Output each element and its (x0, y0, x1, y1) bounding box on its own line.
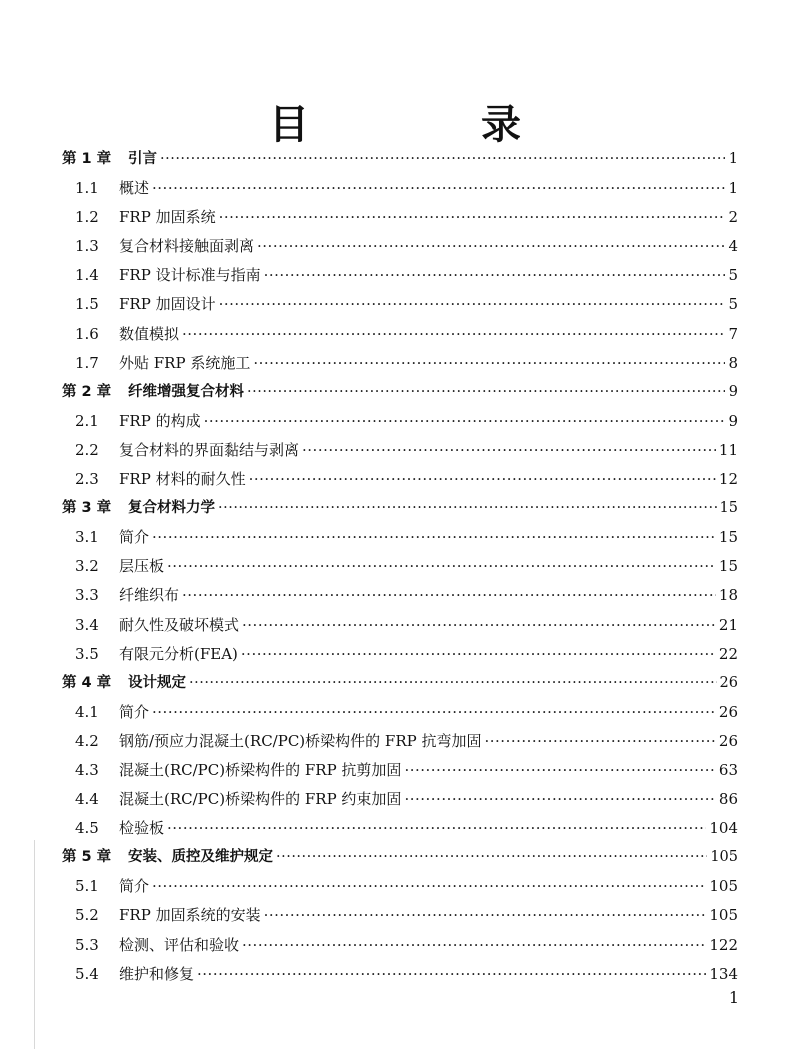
toc-entry-number: 3.4 (75, 615, 99, 634)
toc-section-entry[interactable] (62, 960, 738, 989)
toc-entry-number: 第 1 章 (62, 151, 112, 167)
toc-entry-number: 4.1 (75, 702, 99, 721)
toc-entry-page-number: 21 (718, 615, 738, 634)
toc-entry-number: 1.2 (75, 208, 99, 227)
toc-section-entry[interactable] (62, 203, 738, 232)
toc-section-entry[interactable] (62, 640, 738, 669)
toc-entry-page-number: 9 (728, 383, 738, 400)
toc-dot-leader (404, 756, 715, 785)
toc-dot-leader (219, 290, 725, 319)
toc-entry-number: 第 3 章 (62, 500, 112, 517)
toc-entry-number: 1.1 (75, 179, 99, 198)
toc-entry-title: 检验板 (119, 819, 165, 838)
toc-entry-number: 2.2 (75, 440, 99, 459)
toc-entry-number: 5.3 (75, 935, 99, 954)
toc-entry-number: 5.1 (75, 877, 99, 896)
toc-entry-number: 第 4 章 (62, 674, 112, 691)
toc-section-entry[interactable] (62, 756, 738, 785)
toc-entry-title: FRP 加固系统 (119, 208, 216, 227)
toc-dot-leader (485, 727, 716, 756)
toc-entry-page-number: 86 (718, 790, 738, 809)
toc-section-entry[interactable] (62, 931, 738, 960)
toc-dot-leader (152, 523, 716, 552)
toc-entry-page-number: 1 (728, 151, 738, 167)
toc-dot-leader (189, 669, 717, 698)
toc-entry-number: 2.3 (75, 470, 99, 489)
toc-entry-page-number: 15 (718, 557, 738, 576)
toc-chapter-entry[interactable] (62, 145, 738, 174)
toc-dot-leader (160, 145, 725, 174)
table-of-contents (62, 145, 738, 989)
toc-dot-leader (219, 203, 725, 232)
toc-dot-leader (249, 465, 716, 494)
toc-entry-page-number: 5 (728, 295, 738, 314)
toc-entry-number: 第 2 章 (62, 383, 112, 400)
toc-dot-leader (167, 814, 706, 843)
toc-section-entry[interactable] (62, 698, 738, 727)
toc-entry-page-number: 105 (709, 877, 738, 896)
page-margin-line (34, 840, 35, 1049)
toc-entry-title: 复合材料的界面黏结与剥离 (119, 440, 300, 459)
toc-entry-number: 3.3 (75, 586, 99, 605)
toc-dot-leader (264, 901, 707, 930)
toc-entry-number: 4.3 (75, 760, 99, 779)
toc-section-entry[interactable] (62, 232, 738, 261)
toc-entry-title: 安装、质控及维护规定 (128, 849, 273, 866)
toc-entry-title: 层压板 (119, 557, 165, 576)
toc-dot-leader (302, 436, 716, 465)
toc-entry-title: 简介 (119, 702, 150, 721)
footer-page-number: 1 (728, 988, 739, 1007)
toc-entry-page-number: 22 (718, 644, 738, 663)
toc-entry-page-number: 7 (728, 324, 738, 343)
toc-entry-page-number: 4 (728, 237, 738, 256)
toc-entry-page-number: 2 (728, 208, 738, 227)
toc-entry-number: 3.2 (75, 557, 99, 576)
toc-chapter-entry[interactable] (62, 378, 738, 407)
toc-entry-page-number: 15 (719, 500, 738, 517)
toc-section-entry[interactable] (62, 407, 738, 436)
toc-entry-page-number: 122 (709, 935, 738, 954)
toc-dot-leader (204, 407, 725, 436)
toc-entry-page-number: 18 (718, 586, 738, 605)
toc-entry-page-number: 1 (728, 179, 738, 198)
toc-dot-leader (218, 494, 717, 523)
toc-dot-leader (182, 320, 725, 349)
toc-entry-number: 第 5 章 (62, 849, 112, 866)
toc-section-entry[interactable] (62, 465, 738, 494)
toc-entry-title: 外贴 FRP 系统施工 (119, 353, 251, 372)
toc-dot-leader (152, 872, 706, 901)
toc-section-entry[interactable] (62, 174, 738, 203)
toc-entry-number: 5.4 (75, 964, 99, 983)
toc-entry-title: FRP 加固系统的安装 (119, 906, 261, 925)
toc-dot-leader (404, 785, 715, 814)
toc-entry-number: 1.4 (75, 266, 99, 285)
toc-section-entry[interactable] (62, 581, 738, 610)
toc-section-entry[interactable] (62, 814, 738, 843)
toc-entry-title: 有限元分析(FEA) (119, 644, 238, 663)
toc-entry-number: 5.2 (75, 906, 99, 925)
toc-entry-page-number: 15 (718, 528, 738, 547)
toc-entry-number: 3.1 (75, 528, 99, 547)
toc-entry-page-number: 8 (728, 353, 738, 372)
toc-entry-title: FRP 设计标准与指南 (119, 266, 261, 285)
toc-section-entry[interactable] (62, 611, 738, 640)
toc-entry-number: 1.7 (75, 353, 99, 372)
toc-section-entry[interactable] (62, 290, 738, 319)
toc-entry-page-number: 26 (718, 731, 738, 750)
toc-entry-number: 1.3 (75, 237, 99, 256)
toc-entry-number: 2.1 (75, 411, 99, 430)
toc-section-entry[interactable] (62, 523, 738, 552)
toc-entry-number: 4.4 (75, 790, 99, 809)
toc-section-entry[interactable] (62, 727, 738, 756)
toc-entry-number: 3.5 (75, 644, 99, 663)
toc-dot-leader (253, 349, 725, 378)
toc-entry-title: 简介 (119, 528, 150, 547)
toc-section-entry[interactable] (62, 320, 738, 349)
toc-dot-leader (257, 232, 725, 261)
page-title: 目 录 (269, 101, 587, 148)
toc-section-entry[interactable] (62, 901, 738, 930)
toc-entry-title: 纤维织布 (119, 586, 180, 605)
toc-entry-number: 4.2 (75, 731, 99, 750)
toc-entry-page-number: 11 (718, 440, 738, 459)
toc-entry-title: 纤维增强复合材料 (128, 383, 244, 400)
toc-entry-title: FRP 的构成 (119, 411, 201, 430)
toc-entry-page-number: 105 (710, 849, 738, 866)
toc-entry-title: FRP 材料的耐久性 (119, 470, 246, 489)
toc-entry-title: 简介 (119, 877, 150, 896)
toc-entry-title: 引言 (128, 151, 157, 167)
toc-entry-title: FRP 加固设计 (119, 295, 216, 314)
toc-dot-leader (197, 960, 706, 989)
toc-chapter-entry[interactable] (62, 669, 738, 698)
toc-entry-number: 1.5 (75, 295, 99, 314)
toc-entry-page-number: 134 (709, 964, 738, 983)
toc-section-entry[interactable] (62, 785, 738, 814)
toc-entry-title: 钢筋/预应力混凝土(RC/PC)桥梁构件的 FRP 抗弯加固 (119, 731, 482, 750)
toc-entry-page-number: 26 (719, 674, 738, 691)
toc-entry-title: 维护和修复 (119, 964, 195, 983)
toc-section-entry[interactable] (62, 349, 738, 378)
toc-entry-page-number: 105 (709, 906, 738, 925)
toc-dot-leader (152, 698, 716, 727)
toc-section-entry[interactable] (62, 436, 738, 465)
toc-chapter-entry[interactable] (62, 494, 738, 523)
toc-section-entry[interactable] (62, 261, 738, 290)
toc-entry-title: 概述 (119, 179, 150, 198)
toc-dot-leader (247, 378, 725, 407)
toc-entry-title: 耐久性及破坏模式 (119, 615, 240, 634)
toc-dot-leader (264, 261, 725, 290)
toc-section-entry[interactable] (62, 552, 738, 581)
toc-entry-title: 数值模拟 (119, 324, 180, 343)
toc-entry-page-number: 63 (718, 760, 738, 779)
toc-entry-number: 1.6 (75, 324, 99, 343)
toc-entry-page-number: 26 (718, 702, 738, 721)
toc-dot-leader (241, 640, 716, 669)
toc-chapter-entry[interactable] (62, 843, 738, 872)
toc-entry-title: 检测、评估和验收 (119, 935, 240, 954)
toc-dot-leader (242, 931, 706, 960)
toc-dot-leader (152, 174, 725, 203)
toc-entry-title: 复合材料接触面剥离 (119, 237, 255, 256)
toc-dot-leader (182, 581, 716, 610)
toc-entry-title: 混凝土(RC/PC)桥梁构件的 FRP 约束加固 (119, 790, 402, 809)
toc-dot-leader (242, 611, 716, 640)
toc-section-entry[interactable] (62, 872, 738, 901)
toc-entry-title: 混凝土(RC/PC)桥梁构件的 FRP 抗剪加固 (119, 760, 402, 779)
toc-entry-page-number: 5 (728, 266, 738, 285)
toc-entry-page-number: 9 (728, 411, 738, 430)
toc-dot-leader (276, 843, 707, 872)
toc-entry-number: 4.5 (75, 819, 99, 838)
toc-entry-title: 设计规定 (128, 674, 186, 691)
toc-entry-title: 复合材料力学 (128, 500, 215, 517)
toc-dot-leader (167, 552, 716, 581)
toc-entry-page-number: 104 (709, 819, 738, 838)
toc-entry-page-number: 12 (718, 470, 738, 489)
